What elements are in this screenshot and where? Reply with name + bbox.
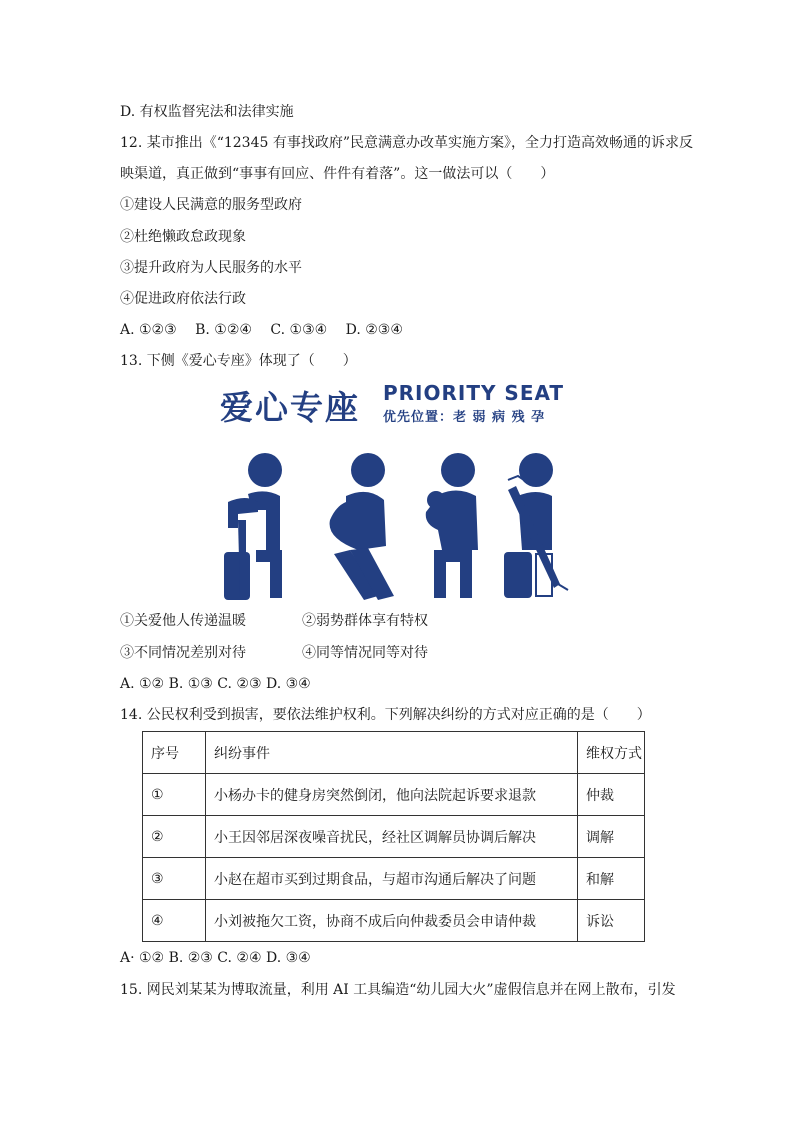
- table-cell: ③: [143, 858, 206, 900]
- table-cell: 小赵在超市买到过期食品，与超市沟通后解决了问题: [206, 858, 578, 900]
- table-cell: 调解: [578, 816, 645, 858]
- sign-title-cn: 爱心专座: [220, 388, 360, 427]
- q11-option-d: D. 有权监督宪法和法律实施: [120, 104, 294, 120]
- table-cell: ④: [143, 900, 206, 942]
- header-cell: 序号: [143, 732, 206, 774]
- table-cell: ①: [143, 774, 206, 816]
- header-cell: 维权方式: [578, 732, 645, 774]
- sign-title-en: PRIORITY SEAT: [383, 381, 565, 405]
- q13-statement-2: ②弱势群体享有特权: [302, 613, 428, 629]
- q14-options: A· ①② B. ②③ C. ②④ D. ③④: [120, 950, 311, 966]
- table-cell: 小刘被拖欠工资，协商不成后向仲裁委员会申请仲裁: [206, 900, 578, 942]
- table-row: [143, 774, 645, 816]
- q12-stem-line1: 12. 某市推出《“12345 有事找政府”民意满意办改革实施方案》，全力打造高效畅通的诉求反: [120, 135, 694, 151]
- q13-options: A. ①② B. ①③ C. ②③ D. ③④: [120, 676, 311, 692]
- q15-stem-line1: 15. 网民刘某某为博取流量，利用 AI 工具编造“幼儿园大火”虚假信息并在网上散布，引发: [120, 982, 676, 998]
- q13-stem: 13. 下侧《爱心专座》体现了（ ）: [120, 353, 357, 369]
- table-row: [143, 900, 645, 942]
- table-cell: 和解: [578, 858, 645, 900]
- table-cell: ②: [143, 816, 206, 858]
- table-cell: 仲裁: [578, 774, 645, 816]
- sign-subtitle: 优先位置：老 弱 病 残 孕: [383, 410, 546, 425]
- q13-statement-1: ①关爱他人传递温暖: [120, 613, 246, 629]
- q12-statement-1: ①建设人民满意的服务型政府: [120, 197, 302, 213]
- table-row: [143, 858, 645, 900]
- q13-statement-3: ③不同情况差别对待: [120, 645, 246, 661]
- table-header-row: [143, 732, 645, 774]
- table-cell: 诉讼: [578, 900, 645, 942]
- pregnant-person-icon: [330, 453, 394, 600]
- q12-options: A. ①②③ B. ①②④ C. ①③④ D. ②③④: [120, 322, 403, 338]
- elderly-person-icon: [224, 453, 282, 600]
- table-cell: 小王因邻居深夜噪音扰民，经社区调解员协调后解决: [206, 816, 578, 858]
- q12-statement-3: ③提升政府为人民服务的水平: [120, 260, 302, 276]
- q12-stem-line2: 映渠道，真正做到“事事有回应、件件有着落”。这一做法可以（ ）: [120, 166, 555, 182]
- q14-stem: 14. 公民权利受到损害，要依法维护权利。下列解决纠纷的方式对应正确的是（ ）: [120, 707, 651, 723]
- header-cell: 纠纷事件: [206, 732, 578, 774]
- q14-dispute-table: [142, 731, 645, 942]
- table-row: [143, 816, 645, 858]
- q12-statement-4: ④促进政府依法行政: [120, 291, 246, 307]
- table-cell: 小杨办卡的健身房突然倒闭，他向法院起诉要求退款: [206, 774, 578, 816]
- person-with-baby-icon: [426, 453, 478, 598]
- q12-statement-2: ②杜绝懒政怠政现象: [120, 229, 246, 245]
- priority-seat-figures: [218, 450, 578, 602]
- q13-statement-4: ④同等情况同等对待: [302, 645, 428, 661]
